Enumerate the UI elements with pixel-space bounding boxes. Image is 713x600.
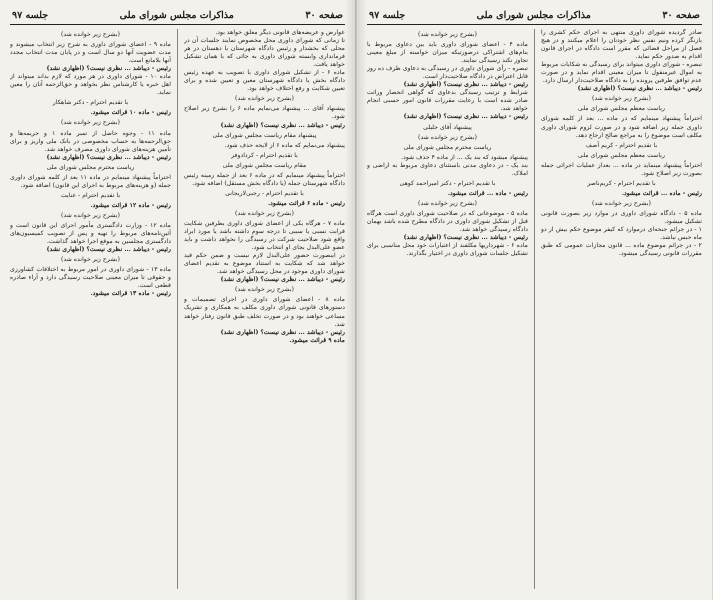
paragraph: (بشرح زیر خوانده شد)	[592, 95, 651, 103]
paragraph: با تقدیم احترام - دکتر شاهکار	[52, 99, 129, 107]
text-columns	[10, 29, 345, 589]
paragraph: رئیس - ماده ۱۲ قرائت میشود.	[90, 201, 171, 209]
page-title: مذاکرات مجلس شورای ملی	[119, 10, 234, 21]
paragraph: رئیس - دیباشد ... نظری نیست؟ (اظهاری نشد)	[220, 328, 345, 336]
paragraph: پیشنهاد مقام ریاست مجلس شورای ملی	[212, 131, 317, 139]
paragraph: ماده ۶ - از تشکیل شورای داوری با تصویب به عهده رئیس دادگاه بخش یا دادگاه شهرستان معین و تعیین شده و برای تعیین شکایت و رفع اختلاف خواهد بود.	[184, 69, 345, 93]
paragraph: رئیس - دیباشد ... نظری نیست؟ (اظهاری نشد)	[220, 276, 345, 284]
text-columns	[367, 29, 702, 589]
paragraph: ماده ۱۳ - شورای داوری در امور مربوط به اختلافات کشاورزی و حقوقی تا میزان معینی صلاحیت رسیدگی دارد و آراء صادره قطعی است.	[10, 266, 171, 290]
paragraph: احتراماً پیشنهاد مینمایم که در ماده ... بعد از کلمه شورای داوری جمله زیر اضافه شود و در صورت لزوم شورای داوری مکلف است موضوع را به مراجع صالح ارجاع دهد.	[541, 115, 702, 139]
paragraph: رئیس - ماده ... قرائت میشود.	[621, 189, 702, 197]
paragraph: رئیس - دیباشد ... نظری نیست؟ (اظهاری نشد)	[403, 81, 528, 89]
paragraph: با تقدیم احترام - کردادوفر	[231, 151, 298, 159]
paragraph: احتراماً پیشنهاد مینمایم در ماده ۱۱ بعد از کلمه شورای داوری جمله (و هزینه‌های مربوط به اجرای این قانون) اضافه شود.	[10, 173, 171, 189]
paragraph: عوارض و عریضه‌های قانونی دیگر معلق خواهد بود.	[215, 29, 345, 36]
paragraph: ریاست معظم مجلس شورای ملی	[578, 105, 665, 113]
paragraph: پیشنهاد آقای جلیلی	[423, 123, 472, 131]
right-page	[356, 0, 712, 600]
page-header	[10, 8, 345, 25]
paragraph: شرایط و ترتیب رسیدگی بدعاوی که گواهی انحصار وراثت صادر شده است با رعایت مقررات قانون امور حسبی انجام خواهد شد.	[367, 89, 528, 113]
paragraph: (بشرح زیر خوانده شد)	[592, 199, 651, 207]
paragraph: رئیس - دیباشد ... نظری نیست؟ (اظهاری نشد)	[403, 234, 528, 242]
paragraph: ماده ۹ قرائت میشود.	[289, 336, 345, 344]
paragraph: (بشرح زیر خوانده شد)	[61, 256, 120, 264]
paragraph: ریاست معظم مجلس شورای ملی	[578, 151, 665, 159]
session-label: جلسه ۹۷	[12, 10, 49, 21]
column-divider	[177, 29, 178, 589]
paragraph: ۱ - در جرائم جنحه‌ای درموارد که کیفر موضوع حکم بیش از دو ماه حبس نباشد.	[541, 226, 702, 242]
paragraph: رئیس - دیباشد ... نظری نیست؟ (اظهاری نشد)	[220, 121, 345, 129]
paragraph: ماده ۶ - شهرداریها مکلفند از اعتبارات خود محل مناسبی برای تشکیل جلسات شورای داوری در اختیار بگذارند.	[367, 242, 528, 258]
paragraph: در اینصورت حضور علی‌البدل لازم نیست و ضمن حکم قید خواهد شد که شکایت به استناد موضوع به تقدیم اعضای شورای داوری موجود در محل رسیدگی خواهد شد.	[184, 252, 345, 276]
paragraph: رئیس - ماده ... قرائت میشود.	[447, 189, 528, 197]
paragraph: رئیس - دیباشد ... نظری نیست؟ (اظهاری نشد)	[46, 246, 171, 254]
paragraph: با تقدیم احترام - کریم آصف	[585, 141, 658, 149]
paragraph: (بشرح زیر خوانده شد)	[418, 199, 477, 207]
paragraph: ماده ۱۲ - وزارت دادگستری مأمور اجرای این قانون است و آئین‌نامه‌های مربوط را تهیه و پس از تصویب کمیسیون‌های دادگستری مجلسین به موقع اجرا خواهد گذاشت.	[10, 221, 171, 246]
page-header	[367, 8, 702, 25]
paragraph: (بشرح زیر خوانده شد)	[235, 95, 294, 103]
paragraph: ماده ۹ - اعضای شورای داوری به شرح زیر انتخاب میشوند و مدت عضویت آنها دو سال است و در پایان مدت انتخاب مجدد آنها بلامانع است.	[10, 41, 171, 65]
column-left	[10, 29, 171, 589]
paragraph: (بشرح زیر خوانده شد)	[418, 31, 477, 38]
column-right	[541, 29, 702, 589]
session-label: جلسه ۹۷	[369, 10, 406, 21]
paragraph: ریاست محترم مجلس شورای ملی	[46, 163, 135, 171]
left-page	[0, 0, 356, 600]
paragraph: رئیس - ماده ۶ قرائت میشود.	[267, 199, 345, 207]
paragraph: ماده ۵ - موضوعاتی که در صلاحیت شورای داوری است هرگاه قبل از تشکیل شورای داوری در دادگاه مطرح شده باشد بهمان دادگاه رسیدگی خواهد شد.	[367, 209, 528, 234]
page-label: صفحه ۳۰	[305, 10, 343, 21]
paragraph: بند یک - در دعاوی مدنی باستثنای دعاوی مربوط به اراضی و املاک.	[367, 161, 528, 177]
paragraph: تبصره - رأی شورای داوری در رسیدگی به دعاوی ظرف ده روز قابل اعتراض در دادگاه صلاحیت‌دار است.	[367, 65, 528, 81]
paragraph: ریاست محترم مجلس شورای ملی	[403, 143, 492, 151]
paragraph: تا زمانی که شورای داوری محل مخصوص نمایند جلسات آن در محلی که بخشدار و رئیس دادگاه شهرستان یا دهستان در هر فرمانداری وابسته شورای داوری به جائی که با همان تشکیل خواهد یافت.	[184, 37, 345, 69]
paragraph: با تقدیم احترام - کریم‌ناصر	[587, 179, 656, 187]
paragraph: مقام ریاست مجلس شورای ملی	[222, 161, 307, 169]
paragraph: با تقدیم احترام - دکتر امیر‌احمد کوهی	[399, 179, 496, 187]
paragraph: ماده ۱۱ - وجوه حاصل از تمبر ماده ۱ و جریمه‌ها و حق‌الزحمه‌ها به حساب مخصوصی در بانک ملی واریز و برای تأمین هزینه‌های شورای داوری مصرف خواهد شد.	[10, 129, 171, 153]
paragraph: پیشنهاد می‌نمایم که ماده ۶ از لایحه حذف شود.	[224, 141, 345, 149]
paragraph: ماده ۴ - اعضای شورای داوری باید بین دعاوی مربوط با بنام‌های اشتراکی درصورتیکه میزان خواسته از مبلغ معینی تجاوز نکند رسیدگی نمایند.	[367, 41, 528, 65]
paragraph: ۲ - در جرائم موضوع ماده ... قانون مجازات عمومی که طبق مقررات قانونی رسیدگی میشود.	[541, 242, 702, 258]
paragraph: پیشنهاد آقای ... پیشنهاد می‌نمایم ماده ۶ را بشرح زیر اصلاح شود.	[184, 105, 345, 121]
paragraph: ماده ۷ - هرگاه یکی از اعضای شورای داوری بطرفین شکایت قرابت نسبی یا سببی تا درجه سوم داشته باشد یا مورد ایراد واقع شود صلاحیت شرکت در رسیدگی را نخواهد داشت و باید عضو علی‌البدل بجای او انتخاب شود.	[184, 219, 345, 252]
paragraph: پیشنهاد میشود که بند یک ... از ماده ۴ حذف شود.	[401, 153, 528, 161]
page-label: صفحه ۳۰	[662, 10, 700, 21]
paragraph: رئیس - دیباشد ... نظری نیست؟ (اظهاری نشد)	[46, 153, 171, 161]
column-right	[184, 29, 345, 589]
paragraph: صادر گردیده شورای داوری منتهی به اجرای حکم کشری را بازنگر کرده ونیم نفس نظر خودتان را اعلام میکنند و در هیچ فصل از مراحل قضائی که مقرر است دادگاه در اجرای قانون اقدام به صدور حکم نماید.	[541, 29, 702, 61]
paragraph: رئیس - دیباشد ... نظری نیست؟ (اظهاری نشد)	[403, 113, 528, 121]
paragraph: رئیس - دیباشد ... نظری نیست؟ (اظهاری نشد)	[46, 65, 171, 73]
paragraph: رئیس - دیباشد ... نظری نیست؟ (اظهاری نشد)	[577, 85, 702, 93]
paragraph: (بشرح زیر خوانده شد)	[235, 209, 294, 217]
paragraph: احتراماً پیشنهاد مینماید در ماده ... بعداز عملیات اجرائی جمله بصورت زیر اصلاح شود.	[541, 161, 702, 177]
paragraph: ماده ۸ - اعضای شورای داوری در اجرای تصمیمات و دستورهای قانونی شورای داوری مکلف به همکاری و تشریک مساعی خواهند بود و در صورت تخلف طبق قانون رفتار خواهد شد.	[184, 296, 345, 328]
paragraph: (بشرح زیر خوانده شد)	[418, 133, 477, 141]
paragraph: تبصره - شورای داوری میتواند برای رسیدگی به شکایات مربوط به اموال غیرمنقول تا میزان معینی اقدام نماید و در صورت عدم توافق طرفین پرونده را به دادگاه صلاحیت‌دار ارسال دارد.	[541, 61, 702, 85]
paragraph: با تقدیم احترام - عنایت	[60, 191, 121, 199]
paragraph: (بشرح زیر خوانده شد)	[235, 286, 294, 294]
paragraph: (بشرح زیر خوانده شد)	[61, 211, 120, 219]
paragraph: احتراماً پیشنهاد مینمایم که در ماده ۶ بعد از جمله زمینه رئیس دادگاه شهرستان جمله (یا دادگاه بخش مستقل) اضافه شود.	[184, 171, 345, 187]
column-divider	[534, 29, 535, 589]
paragraph: ماده ۱۰ - شورای داوری در هر مورد که لازم بداند میتواند از اهل خبره یا کارشناس نظر بخواهد و حق‌الزحمه آنان را معین نماید.	[10, 73, 171, 97]
paragraph: رئیس - ماده ۱۰ قرائت میشود.	[90, 109, 171, 117]
paragraph: رئیس - ماده ۱۳ قرائت میشود.	[90, 290, 171, 298]
page-title: مذاکرات مجلس شورای ملی	[476, 10, 591, 21]
column-left	[367, 29, 528, 589]
gutter-shadow	[345, 0, 355, 600]
paragraph: (بشرح زیر خوانده شد)	[61, 31, 120, 38]
gutter-shadow	[357, 0, 367, 600]
paragraph: ماده ۵ - دادگاه شورای داوری در موارد زیر بصورت قانونی تشکیل میشود.	[541, 209, 702, 225]
paragraph: (بشرح زیر خوانده شد)	[61, 119, 120, 127]
paragraph: با تقدیم احترام - رجبی‌لاریجانی	[225, 189, 304, 197]
